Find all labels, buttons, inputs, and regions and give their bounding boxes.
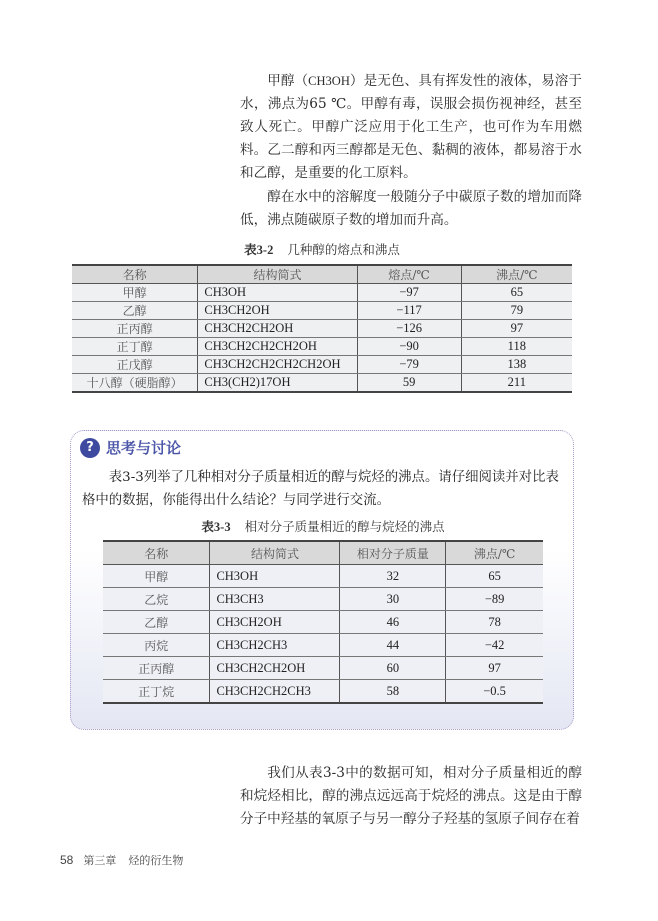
table-alcohol-alkane-boiling	[103, 540, 543, 704]
table-caption	[103, 517, 543, 535]
cell-formula: CH3CH2CH2CH2CH2OH	[198, 356, 357, 374]
cell-formula: CH3CH2CH2CH2OH	[198, 338, 357, 356]
discussion-text: 表3-3列举了几种相对分子质量相近的醇与烷烃的沸点。请仔细阅读并对比表格中的数据，你能得出什么结论？与同学进行交流。	[82, 470, 559, 508]
table-row	[103, 565, 543, 588]
cell-formula: CH3CH3	[210, 588, 340, 611]
discussion-heading: 思考与讨论	[106, 439, 182, 457]
cell-boiling-point: 97	[446, 657, 543, 680]
text: ）是无色、具有挥发性的液体，易溶于水，沸点为65 ℃。甲醇有毒，误服会损伤视神经，甚至致人死亡。甲醇广泛应用于化工生产，也可作为车用燃料。乙二醇和丙三醇都是无色、黏稠的液体，都易溶于水和乙醇，是重要的化工原料。	[240, 73, 583, 181]
cell-boiling-point: 65	[446, 565, 543, 588]
cell-value: 58	[340, 680, 446, 704]
cell-name: 正丙醇	[103, 657, 210, 680]
cell-formula: CH3CH2CH2OH	[210, 657, 340, 680]
table-row	[103, 634, 543, 657]
table-row	[72, 302, 572, 320]
cell-boiling-point: 138	[461, 356, 572, 374]
cell-boiling-point: −89	[446, 588, 543, 611]
cell-value: 46	[340, 611, 446, 634]
cell-boiling-point: −0.5	[446, 680, 543, 704]
discussion-title	[80, 437, 181, 458]
page-footer	[60, 852, 183, 868]
table-title: 相对分子质量相近的醇与烷烃的沸点	[244, 519, 445, 534]
cell-boiling-point: 118	[461, 338, 572, 356]
paragraph-conclusion: 我们从表3-3中的数据可知，相对分子质量相近的醇和烷烃相比，醇的沸点远远高于烷烃的沸点。这是由于醇分子中羟基的氧原子与另一醇分子羟基的氢原子间存在着	[240, 765, 582, 827]
table-label: 表3-3	[201, 520, 231, 534]
table-header-row	[103, 541, 543, 565]
cell-value: 44	[340, 634, 446, 657]
cell-boiling-point: −42	[446, 634, 543, 657]
text: 甲醇（	[267, 73, 309, 89]
column-header: 名称	[72, 265, 198, 284]
cell-value: −97	[357, 284, 461, 302]
cell-value: −126	[357, 320, 461, 338]
table-row	[72, 320, 572, 338]
cell-formula: CH3CH2OH	[198, 302, 357, 320]
table-caption	[72, 240, 572, 258]
cell-boiling-point: 78	[446, 611, 543, 634]
cell-name: 正丁烷	[103, 680, 210, 704]
page-number: 58	[60, 853, 74, 867]
cell-name: 丙烷	[103, 634, 210, 657]
cell-formula: CH3CH2OH	[210, 611, 340, 634]
cell-value: −90	[357, 338, 461, 356]
cell-boiling-point: 65	[461, 284, 572, 302]
question-icon: ?	[80, 438, 100, 458]
cell-formula: CH3OH	[210, 565, 340, 588]
cell-name: 正丙醇	[72, 320, 198, 338]
cell-value: −79	[357, 356, 461, 374]
chapter-title: 烃的衍生物	[128, 854, 184, 867]
paragraph-solubility: 醇在水中的溶解度一般随分子中碳原子数的增加而降低，沸点随碳原子数的增加而升高。	[240, 189, 582, 228]
table-title: 几种醇的熔点和沸点	[287, 242, 400, 257]
column-header: 熔点/℃	[357, 265, 461, 284]
cell-name: 正丁醇	[72, 338, 198, 356]
table-label: 表3-2	[244, 243, 274, 257]
cell-boiling-point: 79	[461, 302, 572, 320]
table-row	[72, 338, 572, 356]
column-header: 沸点/℃	[461, 265, 572, 284]
cell-formula: CH3CH2CH2OH	[198, 320, 357, 338]
cell-value: 60	[340, 657, 446, 680]
cell-formula: CH3CH2CH3	[210, 634, 340, 657]
cell-name: 甲醇	[103, 565, 210, 588]
column-header: 名称	[103, 541, 210, 565]
cell-formula: CH3(CH2)17OH	[198, 374, 357, 393]
cell-formula: CH3CH2CH2CH3	[210, 680, 340, 704]
table-header-row	[72, 265, 572, 284]
cell-name: 乙醇	[72, 302, 198, 320]
cell-name: 甲醇	[72, 284, 198, 302]
column-header: 结构简式	[198, 265, 357, 284]
table-row	[103, 588, 543, 611]
cell-boiling-point: 211	[461, 374, 572, 393]
cell-name: 乙醇	[103, 611, 210, 634]
cell-value: 30	[340, 588, 446, 611]
table-alcohol-melting-boiling	[72, 264, 572, 393]
cell-name: 十八醇（硬脂醇）	[72, 374, 198, 393]
table-row	[72, 356, 572, 374]
cell-boiling-point: 97	[461, 320, 572, 338]
paragraph-methanol	[240, 70, 582, 185]
cell-value: 32	[340, 565, 446, 588]
column-header: 结构简式	[210, 541, 340, 565]
table-row	[103, 680, 543, 704]
cell-name: 正戊醇	[72, 356, 198, 374]
cell-value: −117	[357, 302, 461, 320]
cell-formula: CH3OH	[198, 284, 357, 302]
column-header: 相对分子质量	[340, 541, 446, 565]
formula: CH3OH	[308, 74, 350, 88]
cell-name: 乙烷	[103, 588, 210, 611]
table-row	[72, 374, 572, 393]
chapter-number: 第三章	[83, 854, 117, 867]
column-header: 沸点/℃	[446, 541, 543, 565]
table-row	[103, 611, 543, 634]
table-row	[72, 284, 572, 302]
cell-value: 59	[357, 374, 461, 393]
table-row	[103, 657, 543, 680]
